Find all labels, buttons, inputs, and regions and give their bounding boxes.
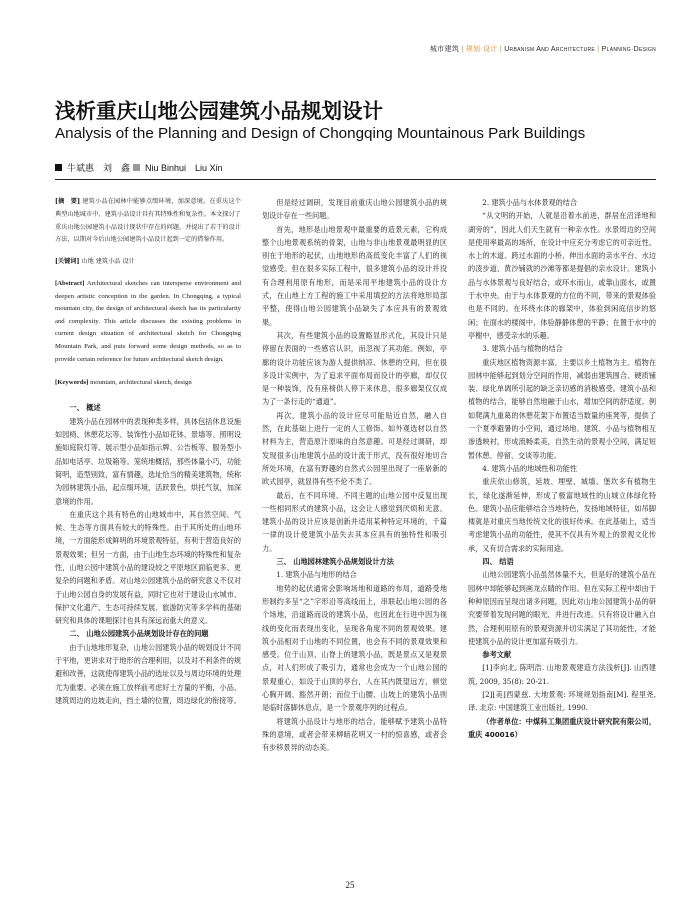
section-heading: 四、 结语 [482,557,514,567]
article-title-cn: 浅析重庆山地公园建筑小品规划设计 [55,99,383,123]
body-paragraph: 在重庆这个具有特色的山地城市中，其自然空间、气候、生态等方面具有较大的特殊性。由于其所处的山地环境，一方面能形成鲜明的环境景观特征，有利于营造良好的景观效果；但另一方面，由于山地生态环境的特殊性和复杂性，山地公园中建筑小品的建设较之平原地区面临更多、更复杂的问题和矛盾。对山地公园建筑小品的研究意义不仅对于山地公园自身的发展有益，同时它也对于建设山水城市、保护文化遗产、生态可持续发展、旅游防灾等多学科的基础研究和具体的课题探讨也具有深远而重大的意义。 [55,509,241,626]
column-1 [55,196,241,707]
abstract-cn-label: [摘 要] [55,198,81,205]
body-paragraph: 建筑小品在园林中的表现种类多样，具体包括休息设施如园椅、休憩花坛等、装饰性小品如花钵、景墙等、照明设施如庭院灯等、展示型小品如指示牌、公告板等、服务型小品如电话亭、垃圾箱等。笼统地概括，那些体量小巧，功能简明，造型别致，富有情趣，选址恰当的精美建筑物，统称为园林建筑小品，起点缀环境，活跃景色，烘托气氛，加深意境的作用。 [55,416,241,506]
subsection-heading: 2. 建筑小品与水体景观的结合 [482,198,578,207]
reference-item: [2][美]西蒙兹. 大地景观: 环境规划指南[M]. 程里尧, 译. 北京: 中国建筑工业出版社, 1990. [468,689,656,713]
keywords-en-text: mountain, architectural sketch, design [88,379,192,387]
keywords-cn-text: 山地 建筑小品 设计 [79,258,135,266]
header-column-cn: 规划·设计 [465,46,498,53]
square-bullet-icon [55,164,62,171]
references-heading: 参考文献 [482,650,512,660]
keywords-cn [55,256,241,269]
body-paragraph: 最后，在不同环境、不同主题的山地公园中反复出现一些相同形式的建筑小品，这会让人感觉到厌烦和无意。建筑小品的设计应该是创新并适用某种特定环境的，千篇一律的设计使建筑小品失去其本应具有的独特性和吸引力。 [262,490,447,553]
body-paragraph: 其次，有些建筑小品的设置略显形式化，其设计只是停留在表面的一些感官认识，而忽视了其功能。例如，亭廊的设计功能应该为游人提供纳凉、休憩的空间，但在很多设计实例中，为了追求平面布局而设计的亭廊，却仅仅是一种装饰，没有座椅供人停下来休息，很多廊架仅仅成为了一条行走的“通道”。 [262,330,447,407]
author-affiliation: （作者单位：中煤科工集团重庆设计研究院有限公司，重庆 400016） [468,716,656,739]
abstract-cn [55,196,241,247]
header-column-en: Planning·Design [601,46,656,53]
article-title-en: Analysis of the Planning and Design of Chongqing Mountainous Park Buildings [55,125,586,142]
body-paragraph: 首先，地形是山地景观中最重要的造景元素，它构成整个山地景观系统的骨架，山地与非山地景观最明显的区别在于地形的起伏，山地地形的高低变化丰富了人们的视觉感受。但在很多实际工程中，很多建筑小品的设计并没有合理利用原有地形，而是采用平地建筑小品的设计方式，在山地上方工程的施工中采用填挖的方法将地形局部平整，使得山地公园建筑小品缺失了本应具有的景观效果。 [262,224,447,327]
section-heading: 二、 山地公园建筑小品规划设计存在的问题 [69,629,209,639]
reference-item: [1]李向北, 陈明浩. 山地景观建造方法浅析[J]. 山西建筑, 2009, 35(8): 20-21. [468,663,656,686]
abstract-en-label: [Abstract] [55,279,85,287]
section-heading: 一、 概述 [69,403,101,413]
column-2 [262,196,447,754]
body-paragraph: 将建筑小品设计与地形的结合，能够赋予建筑小品特殊的意境，或者会带来柳暗花明又一村的惊喜感，或者会有步移景异的动态美。 [262,716,447,753]
body-paragraph: 重庆依山修筑，延坡、埋壁、城墙、堡坎多有植物生长，绿化遂渐延伸，形成了极富地域性的山城立体绿化特色。建筑小品应能够结合当地特色，发扬地域特征，如吊脚楼就是对重庆当地传统文化的很好传承。在此基础上，适当考虑建筑小品的功能性，使其不仅具有外观上的景观文化传承，又有切合需求的实际用途。 [468,477,656,553]
body-paragraph: 再次，建筑小品的设计应尽可能贴近自然，融入自然，在此基础上进行一定的人工修饰。如外观选材以自然材料为主，营造原汁原味的自然意趣。可是经过调研，却发现很多山地建筑小品的设计流于形式，没有很好地切合所处环境，在富有野趣的自然式公园里出现了一座崭新的欧式园亭，就显得有些不伦不类了。 [262,410,447,487]
section-heading: 三、 山地园林建筑小品规划设计方法 [276,557,394,567]
header-separator: | [497,46,505,53]
author-line [55,161,223,174]
header-section-en: Urbanism And Architecture [504,46,596,53]
body-paragraph: 山地公园建筑小品虽然体量不大，但是好的建筑小品在园林中却能够起到画龙点睛的作用。但在实际工程中却由于种种原因而呈现出诸多问题，因此对山地公园建筑小品的研究要带着发现问题的眼光，并进行改进。只有将设计融入自然，合理利用原有的景观资源并切实满足了其功能性，才能使建筑小品的设计更加富有吸引力。 [468,570,656,646]
subsection-heading: 3. 建筑小品与植物的结合 [482,344,563,354]
abstract-cn-text: 建筑小品在园林中能够点缀环境，加深意境。在重庆这个典型山地城市中，建筑小品设计具有其特殊性和复杂性。本文探讨了重庆山地公园建筑小品设计现状中存在的问题，并提出了若干的设计方法，以期对今后山地公园建筑小品设计起到一定的借鉴作用。 [55,198,242,244]
body-paragraph: 由于山地地形复杂，山地公园建筑小品的规划设计不同于平地，更讲求对于地形的合理利用，以及对不利条件的规避和改善，这就使得建筑小品的选址以及与周边环境的处理尤为重要。必须在施工放样前考虑好土方量的平衡，小品、建筑周边的边坡走向，挡土墙的位置，周边绿化的衔接等。 [55,642,241,705]
keywords-en [55,376,241,389]
header-separator: | [595,46,602,53]
body-paragraph: 但是经过调研，发现目前重庆山地公园建筑小品的规划设计存在一些问题。 [262,198,447,221]
page-number: 25 [345,880,355,890]
subsection-heading: 4. 建筑小品的地域性和功能性 [482,463,578,473]
square-bullet-icon [133,164,140,171]
header-section-cn: 城市建筑 [429,46,460,53]
keywords-cn-label: [关键词] [55,258,80,266]
title-divider [55,179,656,180]
abstract-en-text: Architectural sketches can intersperse environment and deepen artistic conception in the garden. In Chongqing, a typical mountain city, the design of architectural sketch has its particularity and complexity. This article discusses the existing problems in current design situation of architectural sketch for Chongqing Mountain Park, and puts forward some design methods, so as to provide certain reference for future architectural sketch design. [55,279,241,363]
authors-en: Niu Binhui Liu Xin [145,163,223,173]
abstract-en [55,278,241,366]
column-3 [468,196,656,741]
keywords-en-label: [Keywords] [55,379,89,387]
body-paragraph: “从文明的开始，人就是沿着水前进，群居在沼泽地和湖旁的”，因此人们天生就有一种亲水性。水景周边的空间是使用率最高的场所，在设计中应充分考虑它的可亲近性。水上的木道、跨过水面的小桥、伸出水面的亲水平台、水边的凌步道、黄沙铺就的沙滩等都是提倡的亲水设计。建筑小品与水体景观与良好结合，或环水而山，或靠山面水，或置于水中央。由于与水体景观的方位的不同，带来的景观体验也是不同的。在环绕水体的廊架中，体验到闲庭信步的悠闲；在面水的楼阁中，体验静静体憩的平静；在置于水中的亭榭中，感受亲水的乐趣。 [468,211,656,340]
header-separator: | [459,46,466,53]
authors-cn: 牛斌惠 刘 鑫 [67,164,131,174]
body-paragraph: 重庆地区植物资源丰富，主要以乡土植物为主。植物在园林中能够起到划分空间的作用，减弱由建筑围合、硬质铺装、绿化单调所引起的缺乏亲切感的消极感受。建筑小品和植物的结合，能够自然地融于山水，增加空间的舒适度。例如爬满九重葛的休憩花架下布置适当数量的座凳等，提供了一个夏季避暑的小空间，通过场地、建筑、小品与植物相互渗透映衬，形成流畅柔美，自然生动的景观小空间，满足短暂休憩、停留、交谈等功能。 [468,357,656,460]
journal-header [430,44,656,54]
body-paragraph: 地势的起伏通常会影响场地和道路的布局，道路受地形制约多呈“之”字形沿等高线而上，串联起山地公园的各个场地，沿道路而设的建筑小品，也因此在行进中因为视线的变化而表现出变化，呈现各角度不同的景观效果。建筑小品相对于山地的不同位置，也会有不同的景观效果和感受。位于山顶、山脊上的建筑小品，既是景点又是观景点，对人们形成了吸引力，通常也会成为一个山地公园的景观重心，如设于山顶的亭台，人在其内既望远方，顿觉心胸开阔、豁然开朗；而位于山腰、山坡上的建筑小品则是临时落脚休息点，是一个景观序列的过程点。 [262,583,447,713]
subsection-heading: 1. 建筑小品与地形的结合 [276,570,357,580]
